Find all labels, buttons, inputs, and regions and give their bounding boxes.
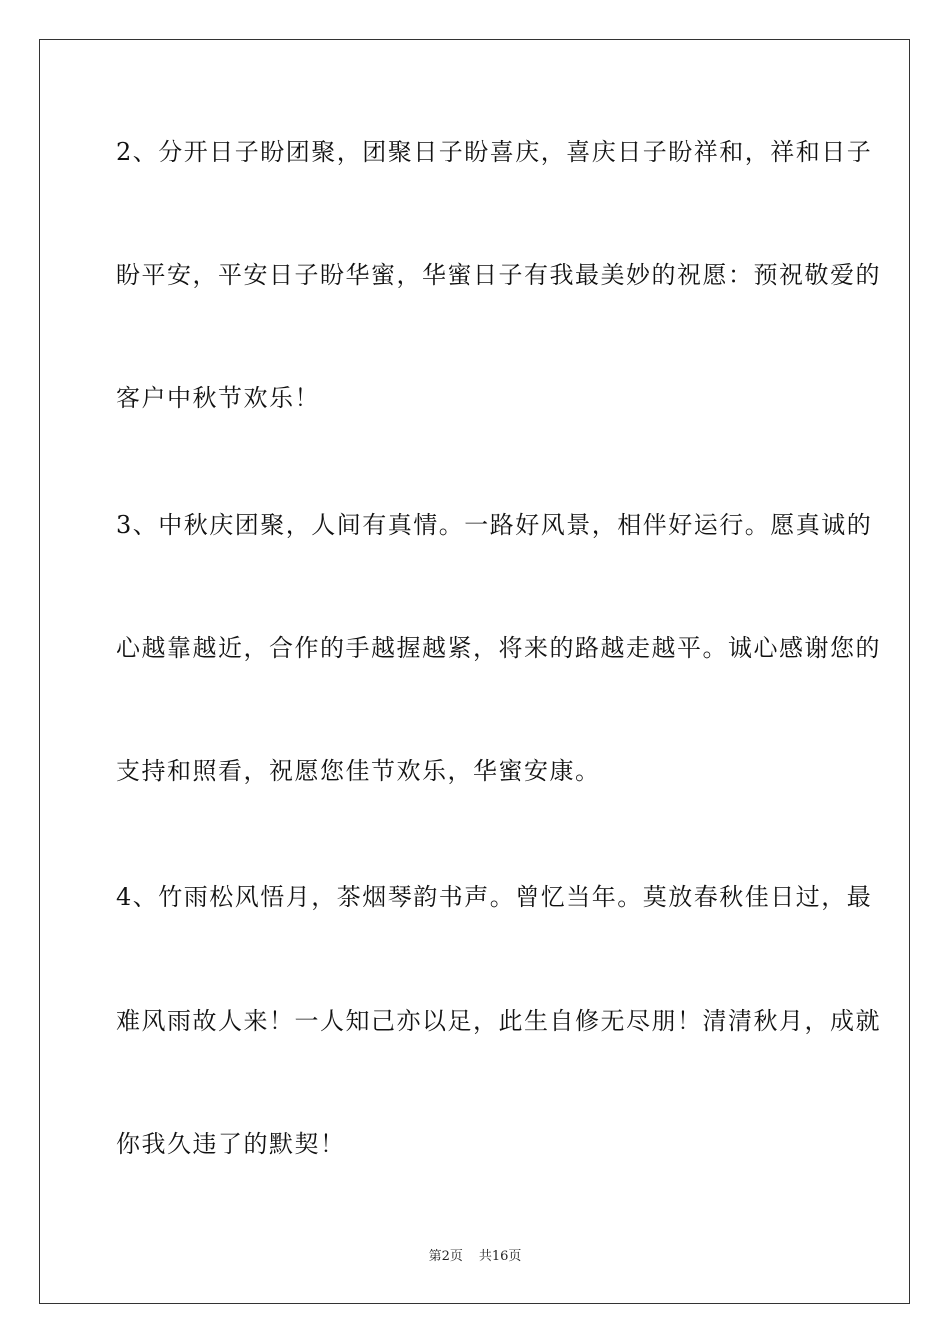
text-line: 3、中秋庆团聚，人间有真情。一路好风景，相伴好运行。愿真诚的 — [116, 511, 873, 539]
text-line: 客户中秋节欢乐！ — [116, 384, 320, 412]
page-frame — [39, 39, 910, 1304]
text-line: 心越靠越近，合作的手越握越紧，将来的路越走越平。诚心感谢您的 — [116, 634, 881, 662]
text-line: 你我久违了的默契！ — [116, 1130, 346, 1158]
page-footer — [0, 1248, 950, 1266]
page-number: 第2页 — [428, 1249, 463, 1264]
text-line: 难风雨故人来！一人知己亦以足，此生自修无尽朋！清清秋月，成就 — [116, 1007, 881, 1035]
text-line: 2、分开日子盼团聚，团聚日子盼喜庆，喜庆日子盼祥和，祥和日子 — [116, 138, 873, 166]
text-line: 盼平安，平安日子盼华蜜，华蜜日子有我最美妙的祝愿：预祝敬爱的 — [116, 261, 881, 289]
text-line: 4、竹雨松风悟月，茶烟琴韵书声。曾忆当年。莫放春秋佳日过，最 — [116, 883, 873, 911]
page-total: 共16页 — [478, 1249, 522, 1264]
text-line: 支持和照看，祝愿您佳节欢乐，华蜜安康。 — [116, 757, 601, 785]
